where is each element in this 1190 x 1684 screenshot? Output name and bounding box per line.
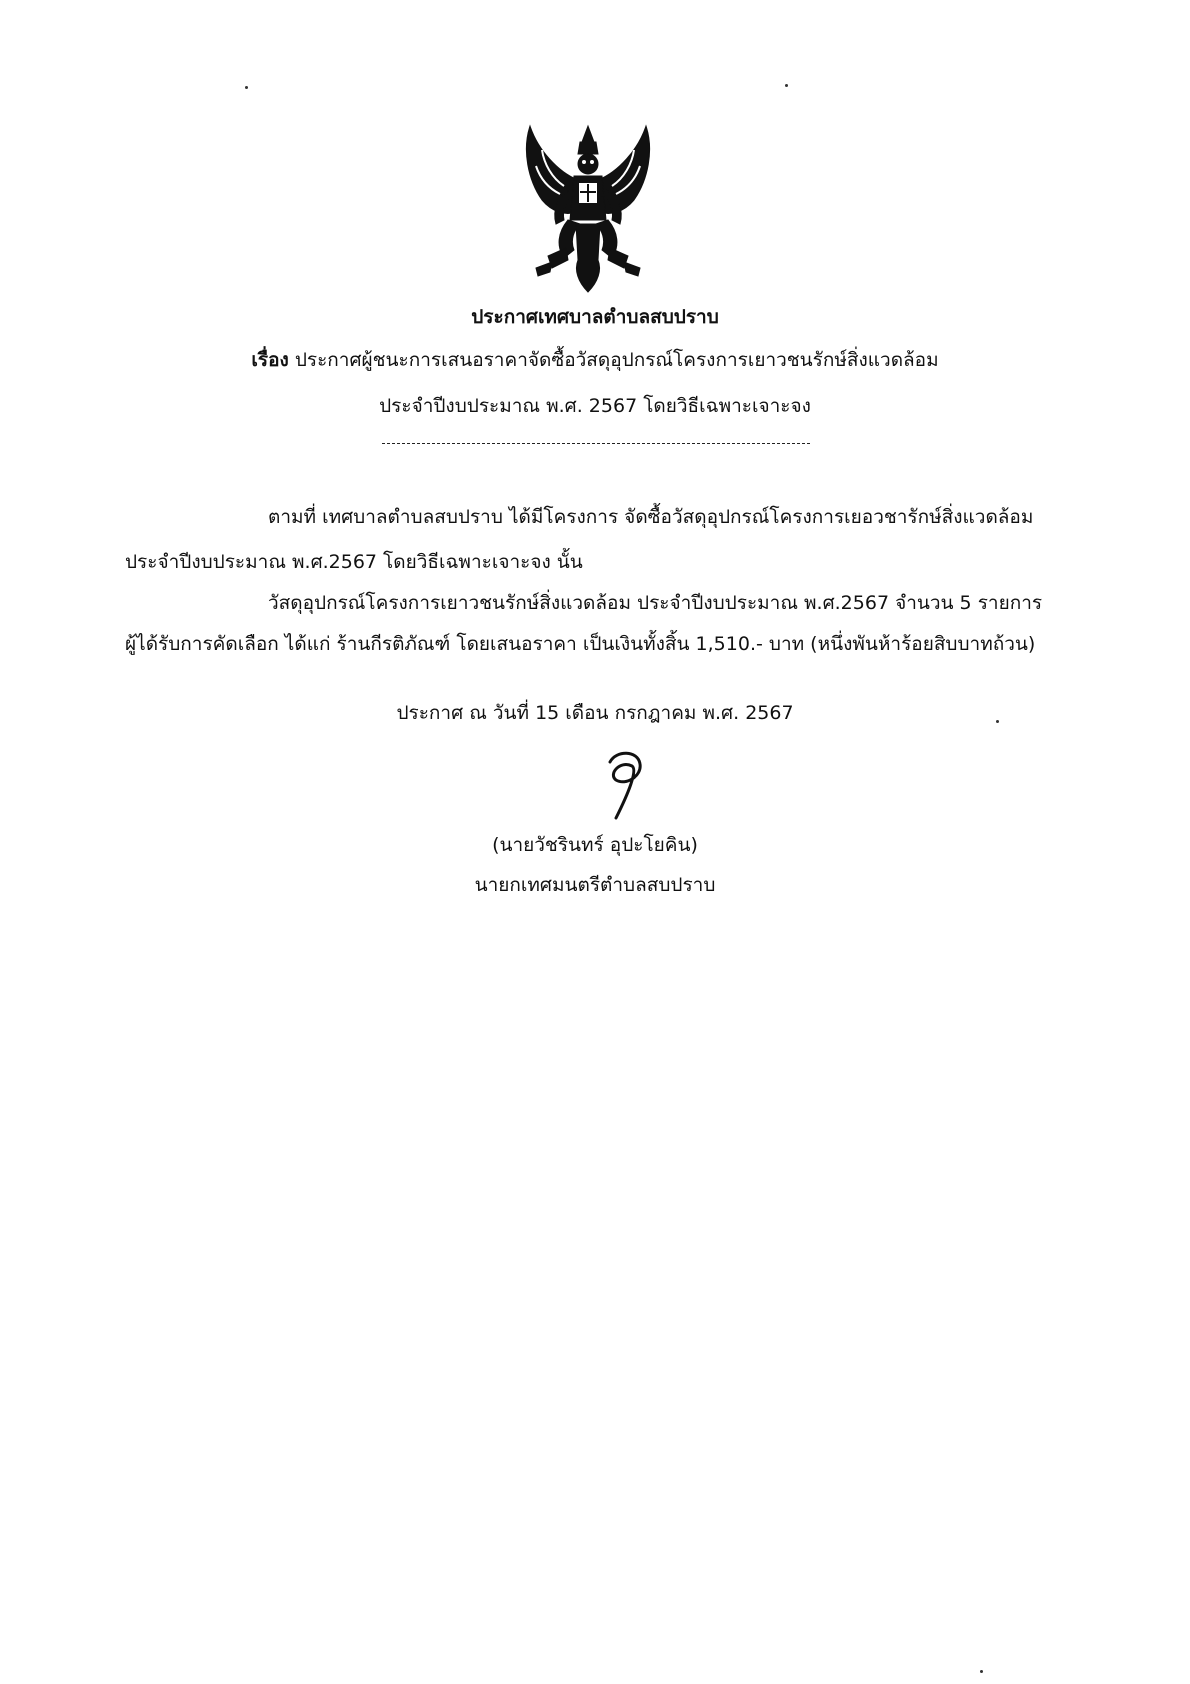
paragraph-2-line-1: วัสดุอุปกรณ์โครงการเยาวชนรักษ์สิ่งแวดล้อม ประจำปีงบประมาณ พ.ศ.2567 จำนวน 5 รายการ — [268, 592, 1043, 614]
paragraph-1-line-2: ประจำปีงบประมาณ พ.ศ.2567 โดยวิธีเฉพาะเจาะจง นั้น — [125, 551, 583, 573]
garuda-emblem-icon — [508, 120, 668, 298]
scan-speck — [980, 1670, 983, 1673]
paragraph-1-line-1: ตามที่ เทศบาลตำบลสบปราบ ได้มีโครงการ จัดซื้อวัสดุอุปกรณ์โครงการเยอวชารักษ์สิ่งแวดล้อม — [268, 506, 1034, 528]
subject-line — [0, 347, 1190, 373]
signer-name: (นายวัชรินทร์ อุปะโยคิน) — [492, 834, 698, 856]
paragraph-2-line-2: ผู้ได้รับการคัดเลือก ได้แก่ ร้านกีรติภัณฑ์ โดยเสนอราคา เป็นเงินทั้งสิ้น 1,510.- บาท (หนึ่งพันห้าร้อยสิบบาทถ้วน) — [125, 633, 1036, 655]
fiscal-year-line: ประจำปีงบประมาณ พ.ศ. 2567 โดยวิธีเฉพาะเจาะจง — [379, 395, 811, 417]
scan-speck — [245, 86, 248, 89]
scan-speck — [785, 84, 788, 87]
announcement-date: ประกาศ ณ วันที่ 15 เดือน กรกฎาคม พ.ศ. 2567 — [396, 702, 794, 724]
separator-dashed-line — [382, 443, 810, 444]
scan-speck — [996, 720, 999, 723]
subject-label: เรื่อง — [251, 349, 289, 371]
handwritten-signature-icon — [580, 744, 660, 824]
subject-text: ประกาศผู้ชนะการเสนอราคาจัดซื้อวัสดุอุปกรณ์โครงการเยาวชนรักษ์สิ่งแวดล้อม — [294, 349, 939, 371]
signer-title: นายกเทศมนตรีตำบลสบปราบ — [474, 874, 716, 896]
announcement-title: ประกาศเทศบาลตำบลสบปราบ — [471, 306, 719, 328]
